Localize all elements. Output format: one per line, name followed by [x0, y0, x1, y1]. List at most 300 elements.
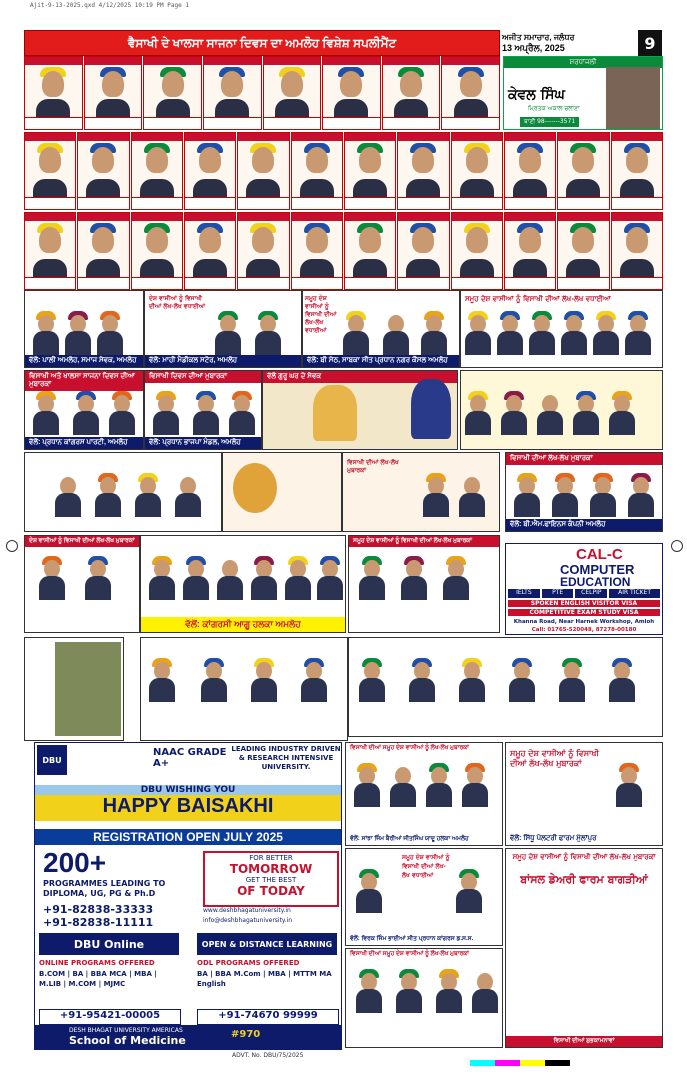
- portrait-card: [24, 132, 76, 210]
- ad-portrait: [465, 391, 491, 435]
- card-tag: [292, 133, 342, 141]
- calc-phone: Call: 01765-520048, 87278-00180: [531, 627, 637, 633]
- ad-portrait: [73, 391, 99, 435]
- ad-portrait: [354, 763, 380, 807]
- portrait-body: [255, 331, 281, 355]
- nameplate: [452, 197, 502, 209]
- nameplate: [612, 197, 662, 209]
- dbu-online-logo: DBU Online: [39, 933, 179, 955]
- portrait-body: [96, 99, 130, 117]
- portrait-body: [85, 576, 111, 600]
- portrait-body: [97, 331, 123, 355]
- ad-portrait: [423, 473, 449, 517]
- ad-portrait: [39, 556, 65, 600]
- ad-credit: ਵੱਲੋਂ: ਬੀ ਸੇਠ, ਸਾਬਕਾ ਸੀਤ ਪ੍ਰਧਾਨ ਨਗਰ ਕੌਂਸਲ ਅਮਲੋਹ: [303, 355, 459, 367]
- dbu-logo: DBU: [37, 745, 67, 775]
- nameplate: [185, 197, 235, 209]
- ad-portrait: [255, 311, 281, 355]
- ad-portrait: [33, 311, 59, 355]
- wheat-field-photo: [55, 642, 121, 736]
- ad-portrait: [301, 658, 327, 702]
- portrait-body: [33, 259, 67, 277]
- portrait-card: [77, 212, 129, 290]
- nameplate: [558, 197, 608, 209]
- ad-portrait: [396, 969, 422, 1013]
- portrait-face: [306, 147, 328, 173]
- ad-block-8: [460, 370, 663, 450]
- portrait-body: [406, 179, 440, 197]
- ad-block-22: [505, 848, 663, 1048]
- portrait-body: [55, 493, 81, 517]
- card-tag: [132, 133, 182, 141]
- portrait-card: [397, 212, 449, 290]
- portrait-body: [566, 179, 600, 197]
- portrait-body: [552, 493, 578, 517]
- ad-heading: ਸਮੂਹ ਦੇਸ਼ ਵਾਸੀਆਂ ਨੂੰ ਵਿਸਾਖੀ ਦੀਆਂ ਲੱਖ-ਲੱਖ ਵਧਾਈਆਂ: [402, 854, 450, 879]
- portrait-body: [459, 678, 485, 702]
- calc-tag: PTE: [542, 589, 574, 598]
- ad-heading: ਵਿਸਾਖੀ ਦੀਆਂ ਲੱਖ-ਲੱਖ ਮੁਬਾਰਕਾਂ: [506, 453, 662, 465]
- ad-portrait: [552, 473, 578, 517]
- ad-portrait: [153, 391, 179, 435]
- calc-address: Khanna Road, Near Harnek Workshop, Amloh: [513, 619, 655, 625]
- portrait-body: [86, 179, 120, 197]
- portrait-body: [590, 493, 616, 517]
- ad-portrait: [390, 763, 416, 807]
- card-tag: [204, 57, 261, 65]
- tomorrow-line: FOR BETTER: [249, 854, 293, 862]
- ad-credit: ਵੱਲੋਂ: ਪ੍ਰਧਾਨ ਕਾਂਗਰਸ ਪਾਰਟੀ, ਅਮਲੋਹ: [25, 437, 143, 449]
- ad-block-21: [345, 848, 503, 946]
- portrait-face: [519, 227, 541, 253]
- tribute-header: ਸ਼ਰਧਾਂਜਲੀ: [504, 57, 662, 68]
- ad-heading: ਸਮੂਹ ਦੇਸ਼ ਵਾਸੀਆਂ ਨੂੰ ਵਿਸਾਖੀ ਦੀਆਂ ਲੱਖ-ਲੱਖ ਵਧਾਈਆਂ: [305, 295, 337, 334]
- portrait-body: [39, 576, 65, 600]
- portrait-body: [251, 576, 277, 600]
- card-tag: [238, 213, 288, 221]
- guru-portrait: [411, 379, 451, 439]
- ad-block-20: [505, 742, 663, 846]
- portrait-face: [102, 71, 124, 97]
- portrait-body: [426, 783, 452, 807]
- portrait-card: [441, 56, 500, 130]
- card-tag: [442, 57, 499, 65]
- portrait-face: [626, 147, 648, 173]
- ad-portrait: [459, 658, 485, 702]
- ad-block-11: [342, 452, 500, 532]
- portrait-face: [412, 147, 434, 173]
- portrait-card: [84, 56, 143, 130]
- portrait-body: [183, 576, 209, 600]
- ad-portrait: [559, 658, 585, 702]
- portrait-card: [397, 132, 449, 210]
- portrait-body: [215, 331, 241, 355]
- registration-banner: REGISTRATION OPEN JULY 2025: [35, 829, 341, 845]
- nameplate: [452, 277, 502, 289]
- ad-block-12: [505, 452, 663, 532]
- ad-portrait: [356, 869, 382, 913]
- portrait-body: [33, 331, 59, 355]
- portrait-face: [162, 71, 184, 97]
- portrait-face: [359, 147, 381, 173]
- programme-desc: PROGRAMMES LEADING TO DIPLOMA, UG, PG & Ph.D: [43, 879, 166, 898]
- portrait-row-1: [24, 56, 500, 130]
- portrait-body: [33, 179, 67, 197]
- portrait-body: [561, 331, 587, 355]
- portrait-face: [252, 147, 274, 173]
- portrait-face: [306, 227, 328, 253]
- portrait-face: [572, 227, 594, 253]
- portrait-body: [460, 179, 494, 197]
- tribute-box: [503, 56, 663, 130]
- ad-portrait: [55, 473, 81, 517]
- portrait-body: [537, 411, 563, 435]
- card-tag: [185, 133, 235, 141]
- portrait-face: [466, 147, 488, 173]
- nameplate: [25, 277, 75, 289]
- tomorrow-box: [203, 851, 339, 907]
- portrait-face: [92, 227, 114, 253]
- calc-brand: CAL-C: [576, 546, 623, 563]
- nameplate: [505, 197, 555, 209]
- nameplate: [25, 197, 75, 209]
- ad-portrait: [359, 658, 385, 702]
- ad-portrait: [409, 658, 435, 702]
- ad-portrait: [149, 556, 175, 600]
- portrait-body: [193, 179, 227, 197]
- ad-portrait: [590, 473, 616, 517]
- portrait-body: [501, 411, 527, 435]
- portrait-body: [246, 179, 280, 197]
- card-tag: [323, 57, 380, 65]
- ad-credit: ਵੱਲੋਂ: ਕਾਂਗਰਸੀ ਆਗੂ ਹਲਕਾ ਅਮਲੋਹ: [141, 617, 345, 632]
- ad-portrait: [459, 473, 485, 517]
- portrait-face: [199, 227, 221, 253]
- happy-baisakhi: HAPPY BAISAKHI: [35, 795, 341, 821]
- nameplate: [442, 117, 499, 129]
- nameplate: [264, 117, 321, 129]
- calc-title: COMPUTER: [560, 562, 635, 577]
- ad-block-23: [345, 948, 503, 1048]
- portrait-body: [334, 99, 368, 117]
- dbu-website[interactable]: www.deshbhagatuniversity.in: [203, 907, 291, 914]
- nameplate: [505, 277, 555, 289]
- ad-portrait: [383, 311, 409, 355]
- portrait-body: [456, 889, 482, 913]
- dbu-phone: +91-95421-00005: [39, 1009, 181, 1025]
- ad-credit: ਵਿਸਾਖੀ ਦੀਆਂ ਸ਼ੁਭਕਾਮਨਾਵਾਂ: [506, 1036, 662, 1047]
- ad-heading: ਵਿਸਾਖੀ ਅਤੇ ਖਾਲਸਾ ਸਾਜਨਾ ਦਿਵਸ ਦੀਆਂ ਮੁਬਾਰਕਾਂ: [25, 371, 143, 391]
- ad-portrait: [593, 311, 619, 355]
- portrait-card: [143, 56, 202, 130]
- portrait-body: [436, 989, 462, 1013]
- calc-tag: IELTS: [508, 589, 540, 598]
- ad-block-14: [140, 535, 346, 633]
- ad-block-17: [140, 637, 348, 741]
- ad-portrait: [514, 473, 540, 517]
- portrait-body: [509, 678, 535, 702]
- ad-block-5: [24, 370, 144, 450]
- card-tag: [345, 213, 395, 221]
- portrait-body: [317, 576, 343, 600]
- card-tag: [398, 133, 448, 141]
- portrait-card: [451, 212, 503, 290]
- portrait-body: [609, 411, 635, 435]
- ad-credit: ਵੱਲੋਂ: ਸਿੱਧੂ ਪੋਲਟਰੀ ਫਾਰਮ ਮੁੱਲਾਂਪੁਰ: [506, 833, 662, 845]
- portrait-face: [146, 147, 168, 173]
- portrait-body: [86, 259, 120, 277]
- portrait-body: [394, 99, 428, 117]
- nameplate: [345, 197, 395, 209]
- nameplate: [132, 197, 182, 209]
- portrait-card: [504, 212, 556, 290]
- ad-block-19: [345, 742, 503, 846]
- ad-block-13: [24, 535, 140, 633]
- ad-portrait: [573, 391, 599, 435]
- portrait-body: [356, 889, 382, 913]
- ad-title: ਬਾਂਸਲ ਡੇਅਰੀ ਫਾਰਮ ਬਾਗੜੀਆਂ: [520, 873, 648, 886]
- portrait-body: [423, 493, 449, 517]
- ad-portrait: [609, 658, 635, 702]
- ad-block-3: [302, 290, 460, 368]
- calc-tag: AIR TICKET: [609, 589, 660, 598]
- dbu-email[interactable]: info@deshbhagatuniversity.in: [203, 917, 293, 924]
- portrait-face: [39, 147, 61, 173]
- portrait-body: [396, 989, 422, 1013]
- card-tag: [505, 133, 555, 141]
- portrait-body: [353, 179, 387, 197]
- portrait-body: [36, 99, 70, 117]
- card-tag: [85, 57, 142, 65]
- ad-portrait: [193, 391, 219, 435]
- ad-portrait: [201, 658, 227, 702]
- card-tag: [505, 213, 555, 221]
- portrait-card: [24, 56, 83, 130]
- ad-portrait: [251, 556, 277, 600]
- portrait-body: [472, 989, 498, 1013]
- ad-portrait: [85, 556, 111, 600]
- ad-portrait: [356, 969, 382, 1013]
- tomorrow-line: OF TODAY: [237, 884, 305, 898]
- portrait-body: [175, 493, 201, 517]
- portrait-body: [193, 411, 219, 435]
- tribute-photo: [606, 67, 660, 129]
- portrait-card: [611, 212, 663, 290]
- portrait-card: [344, 212, 396, 290]
- ad-credit: ਵੱਲੋਂ: ਮਾਹੀ ਮੈਡੀਕਲ ਸਟੋਰ, ਅਮਲੋਹ: [145, 355, 301, 367]
- ad-portrait: [421, 311, 447, 355]
- portrait-body: [300, 179, 334, 197]
- dbu-phone: +91-74670 99999: [197, 1009, 339, 1025]
- portrait-body: [513, 259, 547, 277]
- ad-portrait: [251, 658, 277, 702]
- calc-line: COMPETITIVE EXAM STUDY VISA: [508, 609, 660, 616]
- portrait-body: [406, 259, 440, 277]
- portrait-face: [519, 147, 541, 173]
- portrait-card: [322, 56, 381, 130]
- card-tag: [558, 133, 608, 141]
- registration-mark: [671, 540, 683, 552]
- portrait-body: [140, 179, 174, 197]
- ad-credit: ਵੱਲੋਂ: ਸਾਂਝਾ ਜਿੰਮ ਬੈਰੀਆਂ ਜੀਤਸਿੰਘ ਯਾਦੂ ਹਲਕਾ ਅਮਲੋਹ: [346, 834, 502, 845]
- ad-heading: ਵਿਸਾਖੀ ਦਿਵਸ ਦੀਆਂ ਮੁਬਾਰਕਾਂ: [145, 371, 261, 383]
- nameplate: [558, 277, 608, 289]
- portrait-face: [340, 71, 362, 97]
- portrait-card: [611, 132, 663, 210]
- ad-portrait: [628, 473, 654, 517]
- ad-credit: ਵੱਲੋਂ: ਪ੍ਰਧਾਨ ਭਾਜਪਾ ਮੰਡਲ, ਅਮਲੋਹ: [145, 437, 261, 449]
- portrait-body: [285, 576, 311, 600]
- portrait-body: [529, 331, 555, 355]
- portrait-face: [221, 71, 243, 97]
- portrait-face: [359, 227, 381, 253]
- nameplate: [345, 277, 395, 289]
- ad-portrait: [215, 311, 241, 355]
- ad-heading: ਦੇਸ਼ ਵਾਸੀਆਂ ਨੂੰ ਵਿਸਾਖੀ ਦੀਆਂ ਲੱਖ-ਲੱਖ ਵਧਾਈਆਂ: [149, 295, 206, 310]
- portrait-body: [409, 678, 435, 702]
- odl-programs-list: BA | BBA M.Com | MBA | MTTM MA English: [197, 970, 332, 988]
- ad-portrait: [109, 391, 135, 435]
- online-programs-list: B.COM | BA | BBA MCA | MBA | M.LIB | M.COM | MJMC: [39, 970, 157, 988]
- tribute-note: ਮ੍ਰਿਤਕ ਅਕਾਲ ਚਲਾਣਾ: [528, 105, 580, 112]
- ad-portrait: [229, 391, 255, 435]
- portrait-body: [465, 411, 491, 435]
- portrait-face: [92, 147, 114, 173]
- portrait-face: [39, 227, 61, 253]
- nameplate: [204, 117, 261, 129]
- portrait-body: [135, 493, 161, 517]
- edition-date: 13 ਅਪ੍ਰੈਲ, 2025: [502, 43, 565, 53]
- portrait-body: [593, 331, 619, 355]
- portrait-body: [566, 259, 600, 277]
- portrait-body: [95, 493, 121, 517]
- nameplate: [398, 277, 448, 289]
- nameplate: [292, 197, 342, 209]
- nameplate: [292, 277, 342, 289]
- supplement-banner: ਵੈਸਾਖੀ ਦੇ ਖਾਲਸਾ ਸਾਜਨਾ ਦਿਵਸ ਦਾ ਅਮਲੋਹ ਵਿਸ਼ੇਸ਼ ਸਪਲੀਮੈਂਟ: [24, 30, 500, 56]
- portrait-body: [620, 179, 654, 197]
- portrait-body: [356, 989, 382, 1013]
- portrait-body: [73, 411, 99, 435]
- ad-portrait: [95, 473, 121, 517]
- ad-block-15: [348, 535, 500, 633]
- portrait-body: [616, 783, 642, 807]
- ad-heading: ਸਮੂਹ ਦੇਸ਼ ਵਾਸੀਆਂ ਨੂੰ ਵਿਸਾਖੀ ਦੀਆਂ ਲੱਖ-ਲੱਖ ਮੁਬਾਰਕਾਂ: [512, 853, 656, 861]
- portrait-card: [184, 212, 236, 290]
- portrait-body: [609, 678, 635, 702]
- portrait-card: [504, 132, 556, 210]
- card-tag: [25, 213, 75, 221]
- ad-portrait: [537, 391, 563, 435]
- card-tag: [144, 57, 201, 65]
- portrait-face: [400, 71, 422, 97]
- nameplate: [185, 277, 235, 289]
- portrait-body: [354, 783, 380, 807]
- portrait-card: [24, 212, 76, 290]
- portrait-card: [184, 132, 236, 210]
- card-tag: [383, 57, 440, 65]
- card-tag: [452, 133, 502, 141]
- ad-portrait: [426, 763, 452, 807]
- tribute-phone: ਬਾਣੀ 98-------3571: [520, 117, 579, 127]
- card-tag: [238, 133, 288, 141]
- portrait-body: [300, 259, 334, 277]
- nameplate: [238, 197, 288, 209]
- portrait-body: [251, 678, 277, 702]
- portrait-body: [156, 99, 190, 117]
- ad-portrait: [317, 556, 343, 600]
- guru-portrait: [313, 385, 357, 441]
- portrait-card: [131, 212, 183, 290]
- ad-block-4: [460, 290, 663, 368]
- nameplate: [612, 277, 662, 289]
- ad-heading: ਸਮੂਹ ਦੇਸ਼ ਵਾਸੀਆਂ ਨੂੰ ਵਿਸਾਖੀ ਦੀਆਂ ਲੱਖ-ਲੱਖ ਮੁਬਾਰਕਾਂ: [510, 749, 599, 768]
- advt-number: ADVT. No. DBU/75/2025: [232, 1052, 304, 1059]
- nameplate: [144, 117, 201, 129]
- card-tag: [264, 57, 321, 65]
- calc-line: SPOKEN ENGLISH VISITOR VISA: [508, 600, 660, 607]
- calc-tags: [508, 589, 660, 598]
- portrait-face: [252, 227, 274, 253]
- portrait-body: [459, 493, 485, 517]
- ad-block-7: [262, 370, 458, 450]
- dbu-phone: +91-82838-33333: [43, 903, 154, 916]
- ad-portrait: [233, 463, 277, 513]
- ad-portrait: [436, 969, 462, 1013]
- card-tag: [25, 57, 82, 65]
- portrait-body: [33, 411, 59, 435]
- card-tag: [78, 133, 128, 141]
- portrait-body: [275, 99, 309, 117]
- ad-portrait: [443, 556, 469, 600]
- portrait-body: [246, 259, 280, 277]
- portrait-card: [77, 132, 129, 210]
- ad-heading: ਵਿਸਾਖੀ ਦੀਆਂ ਸਮੂਹ ਦੇਸ਼ ਵਾਸੀਆਂ ਨੂੰ ਲੱਖ-ਲੱਖ ਮੁਬਾਰਕਾਂ: [346, 743, 502, 754]
- calc-computer-ad: [505, 543, 663, 635]
- ad-portrait: [217, 556, 243, 600]
- nameplate: [85, 117, 142, 129]
- ad-block-10: [222, 452, 342, 532]
- school-price: #970: [231, 1029, 261, 1040]
- ad-portrait: [497, 311, 523, 355]
- portrait-body: [359, 576, 385, 600]
- card-tag: [78, 213, 128, 221]
- nameplate: [383, 117, 440, 129]
- card-tag: [398, 213, 448, 221]
- portrait-body: [383, 331, 409, 355]
- ad-portrait: [65, 311, 91, 355]
- dbu-wish: DBU WISHING YOU: [35, 785, 341, 795]
- school-top: DESH BHAGAT UNIVERSITY AMERICAS: [69, 1027, 183, 1034]
- ad-portrait: [33, 391, 59, 435]
- portrait-card: [203, 56, 262, 130]
- portrait-row-3: [24, 212, 663, 290]
- portrait-body: [513, 179, 547, 197]
- ad-portrait: [616, 763, 642, 807]
- portrait-body: [465, 331, 491, 355]
- dbu-university-ad: [34, 742, 342, 1050]
- portrait-face: [626, 227, 648, 253]
- ad-portrait: [135, 473, 161, 517]
- portrait-card: [557, 212, 609, 290]
- portrait-body: [201, 678, 227, 702]
- ad-portrait: [456, 869, 482, 913]
- portrait-face: [460, 71, 482, 97]
- portrait-card: [237, 212, 289, 290]
- portrait-face: [281, 71, 303, 97]
- ad-block-1: [24, 290, 144, 368]
- nameplate: [78, 277, 128, 289]
